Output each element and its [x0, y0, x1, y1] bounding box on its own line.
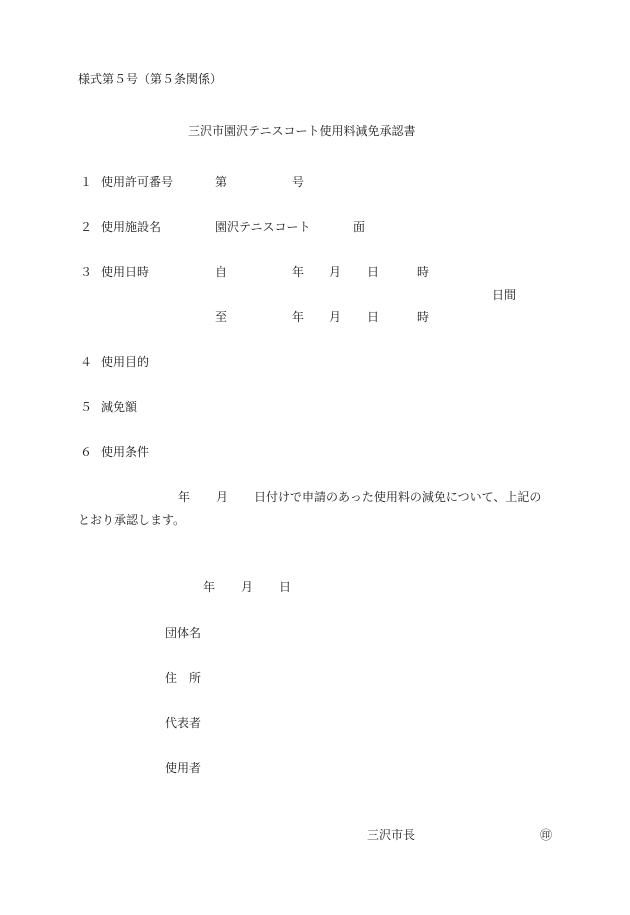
item-6-number: ６	[80, 445, 93, 459]
item-2-label: 使用施設名	[101, 220, 162, 234]
from-month: 月	[329, 265, 342, 279]
item-4-label: 使用目的	[101, 355, 150, 369]
facility-name: 園沢テニスコート	[215, 220, 311, 234]
item-3-number: ３	[80, 265, 93, 279]
date-day: 日	[279, 580, 292, 594]
to-year: 年	[292, 310, 305, 324]
item-5-number: ５	[80, 400, 93, 414]
facility-unit: 面	[353, 220, 366, 234]
item-1-label: 使用許可番号	[101, 175, 174, 189]
item-4-number: ４	[80, 355, 93, 369]
from-day: 日	[367, 265, 380, 279]
user-label: 使用者	[165, 761, 202, 775]
body-year: 年	[178, 490, 191, 504]
item-6-label: 使用条件	[101, 445, 150, 459]
address-label: 住 所	[165, 671, 202, 685]
item-3-label: 使用日時	[101, 265, 150, 279]
date-year: 年	[203, 580, 216, 594]
group-name-label: 団体名	[165, 626, 202, 640]
duration-days: 日間	[492, 288, 517, 302]
datetime-from-label: 自	[215, 265, 228, 279]
document-title: 三沢市園沢テニスコート使用料減免承認書	[188, 124, 416, 138]
from-year: 年	[292, 265, 305, 279]
to-month: 月	[329, 310, 342, 324]
issuer-title: 三沢市長	[367, 828, 416, 842]
from-hour: 時	[417, 265, 430, 279]
item-2-number: ２	[80, 220, 93, 234]
permit-suffix: 号	[292, 175, 305, 189]
representative-label: 代表者	[165, 716, 202, 730]
to-day: 日	[367, 310, 380, 324]
seal-mark: ㊞	[540, 828, 553, 842]
permit-prefix: 第	[215, 175, 228, 189]
body-line-2: とおり承認します。	[78, 513, 186, 527]
item-5-label: 減免額	[101, 400, 138, 414]
form-number: 様式第５号（第５条関係）	[78, 72, 223, 86]
item-1-number: １	[80, 175, 93, 189]
body-month: 月	[216, 490, 229, 504]
date-month: 月	[241, 580, 254, 594]
datetime-to-label: 至	[215, 310, 228, 324]
to-hour: 時	[417, 310, 430, 324]
body-line-1: 日付けで申請のあった使用料の減免について、上記の	[254, 490, 542, 504]
